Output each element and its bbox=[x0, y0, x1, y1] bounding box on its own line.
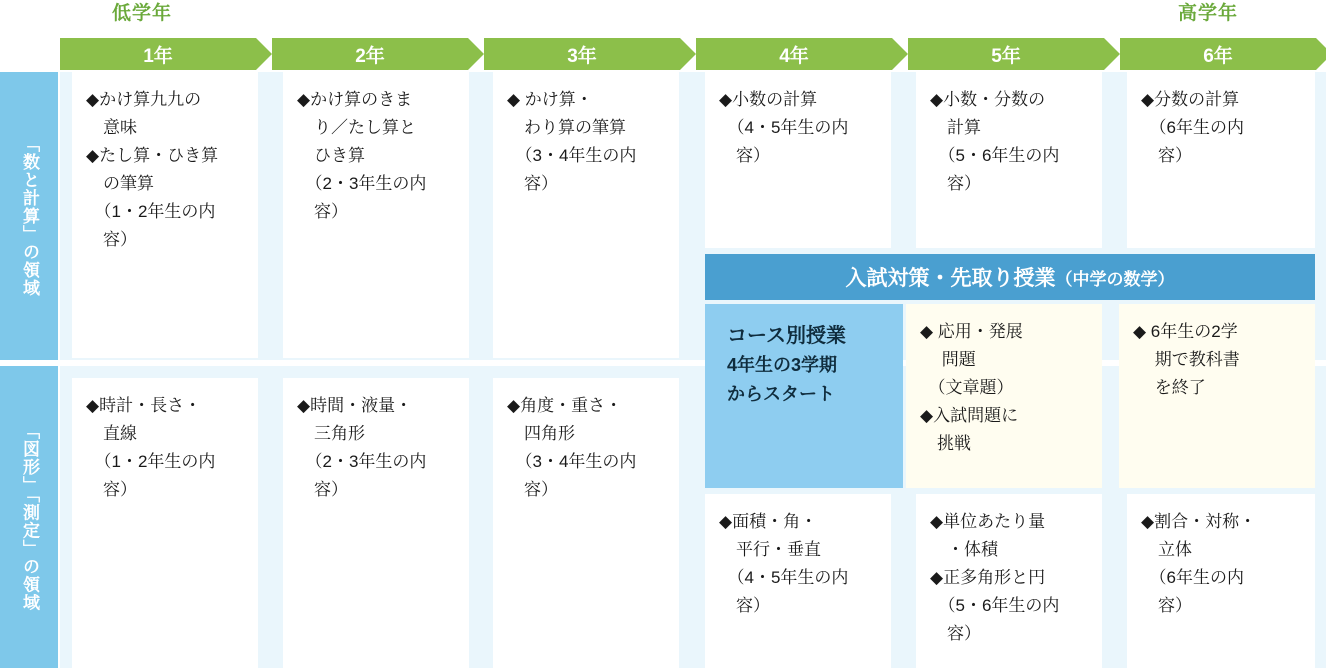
label-low-grades: 低学年 bbox=[112, 3, 173, 24]
cell-figures-grade2: ◆時間・液量・ 三角形 （2・3年生の内 容） bbox=[283, 378, 469, 668]
cell-numbers-grade1: ◆かけ算九九の 意味 ◆たし算・ひき算 の筆算 （1・2年生の内 容） bbox=[72, 72, 258, 358]
banner-title: 入試対策・先取り授業 bbox=[845, 267, 1056, 290]
banner-subtitle: （中学の数学） bbox=[1055, 269, 1175, 289]
cell-numbers-grade3: ◆ かけ算・ わり算の筆算 （3・4年生の内 容） bbox=[493, 72, 679, 358]
cell-numbers-grade5: ◆小数・分数の 計算 （5・6年生の内 容） bbox=[916, 72, 1102, 248]
cell-figures-grade1: ◆時計・長さ・ 直線 （1・2年生の内 容） bbox=[72, 378, 258, 668]
cell-figures-grade6: ◆割合・対称・ 立体 （6年生の内 容） bbox=[1127, 494, 1315, 668]
side-label-figures: 「図形」「測定」の領域 bbox=[0, 366, 58, 668]
label-high-grades: 高学年 bbox=[1178, 3, 1239, 24]
cell-numbers-grade4: ◆小数の計算 （4・5年生の内 容） bbox=[705, 72, 891, 248]
grade-header-2: 2年 bbox=[272, 38, 468, 70]
cell-numbers-grade6: ◆分数の計算 （6年生の内 容） bbox=[1127, 72, 1315, 248]
cell-course-start: コース別授業 4年生の3学期 からスタート bbox=[705, 304, 903, 488]
side-label-numbers: 「数と計算」の領域 bbox=[0, 72, 58, 360]
grade-header-5: 5年 bbox=[908, 38, 1104, 70]
cell-figures-grade3: ◆角度・重さ・ 四角形 （3・4年生の内 容） bbox=[493, 378, 679, 668]
cell-advanced-grade5: ◆ 応用・発展 問題 （文章題） ◆入試問題に 挑戦 bbox=[906, 304, 1102, 488]
banner-exam-prep bbox=[705, 254, 1315, 300]
cell-figures-grade4: ◆面積・角・ 平行・垂直 （4・5年生の内 容） bbox=[705, 494, 891, 668]
grade-header-6: 6年 bbox=[1120, 38, 1316, 70]
grade-header-3: 3年 bbox=[484, 38, 680, 70]
cell-figures-grade5: ◆単位あたり量 ・体積 ◆正多角形と円 （5・6年生の内 容） bbox=[916, 494, 1102, 668]
cell-numbers-grade2: ◆かけ算のきま り／たし算と ひき算 （2・3年生の内 容） bbox=[283, 72, 469, 358]
grade-header-4: 4年 bbox=[696, 38, 892, 70]
grade-header-1: 1年 bbox=[60, 38, 256, 70]
cell-advanced-grade6: ◆ 6年生の2学 期で教科書 を終了 bbox=[1119, 304, 1315, 488]
